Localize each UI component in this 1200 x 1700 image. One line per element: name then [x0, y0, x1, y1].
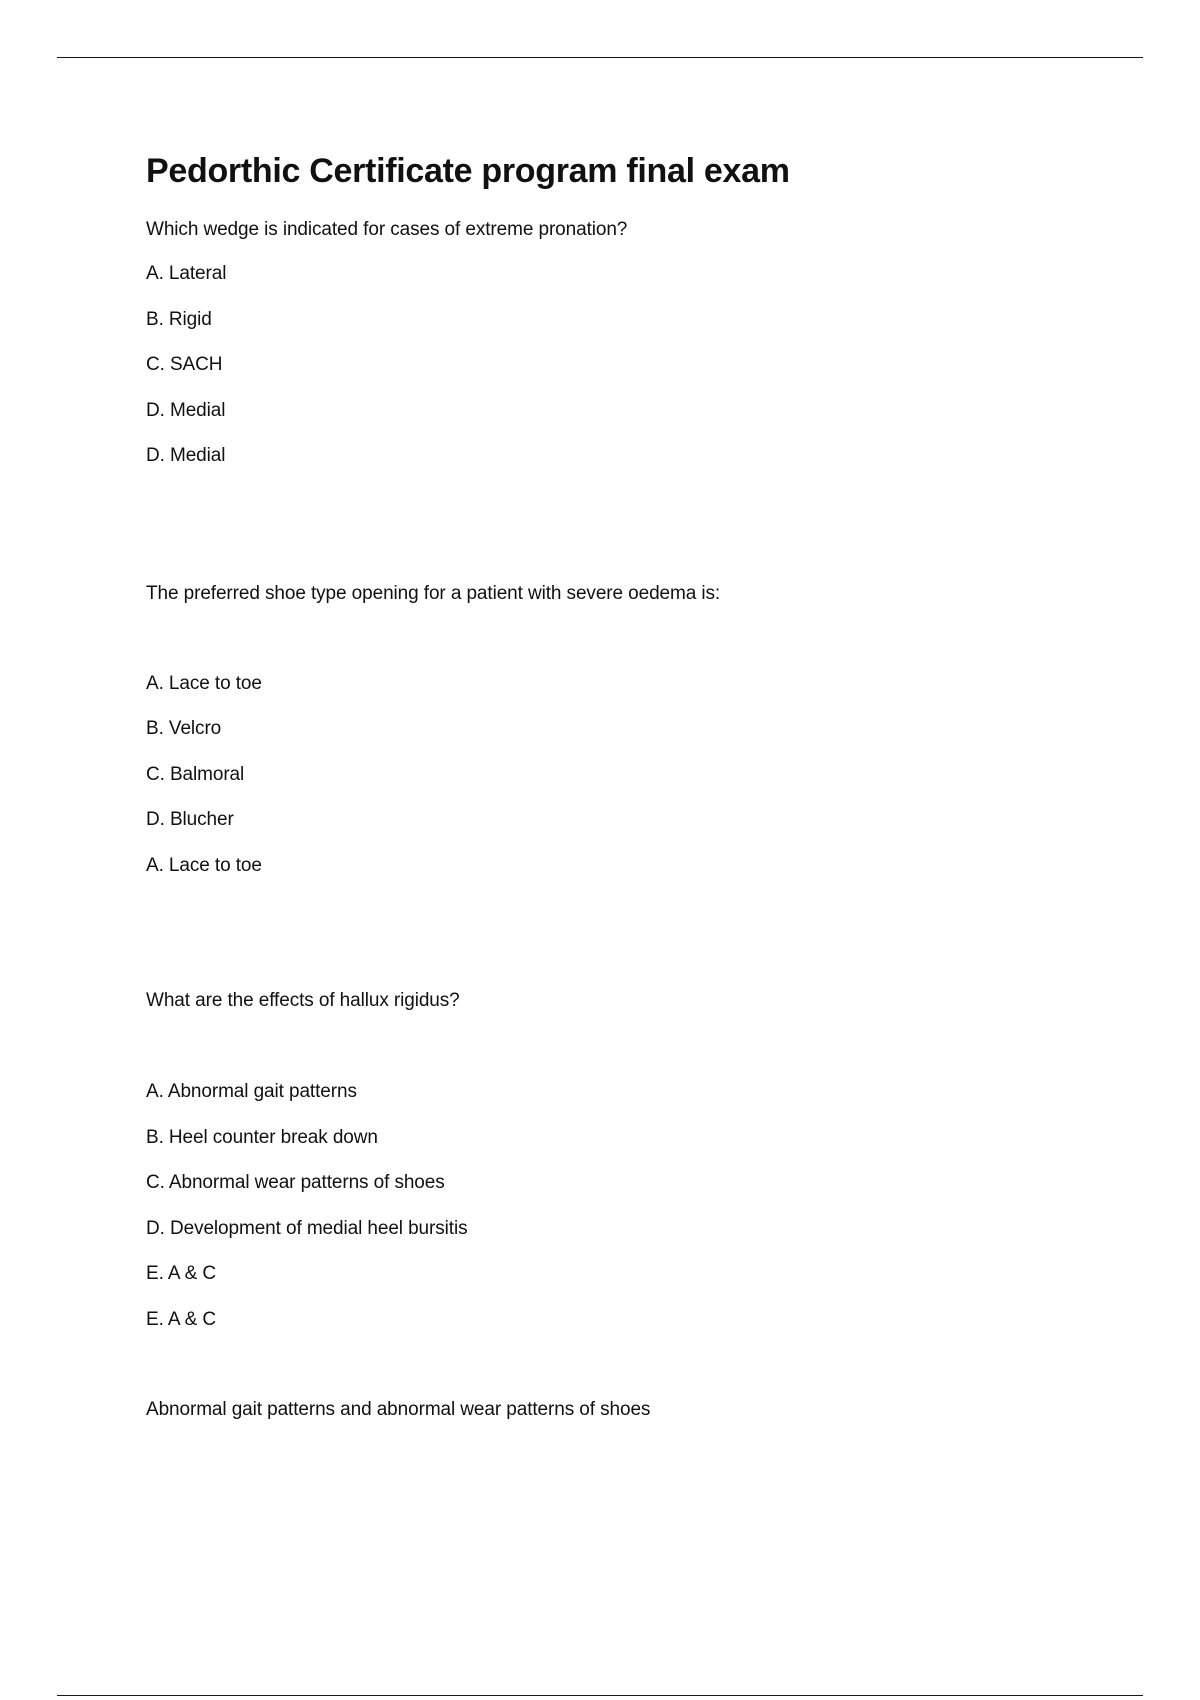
option-c: C. Abnormal wear patterns of shoes: [146, 1172, 445, 1193]
option-d: D. Development of medial heel bursitis: [146, 1218, 468, 1239]
option-b: B. Rigid: [146, 309, 212, 330]
answer: A. Lace to toe: [146, 855, 262, 876]
option-a: A. Lace to toe: [146, 673, 262, 694]
option-d: D. Blucher: [146, 809, 234, 830]
option-b: B. Velcro: [146, 718, 222, 739]
option-e: E. A & C: [146, 1263, 216, 1284]
option-c: C. Balmoral: [146, 764, 245, 785]
question-prompt: Which wedge is indicated for cases of extreme pronation?: [146, 219, 628, 240]
page-title: Pedorthic Certificate program final exam: [146, 152, 790, 190]
question-prompt: What are the effects of hallux rigidus?: [146, 990, 460, 1011]
answer: D. Medial: [146, 445, 226, 466]
header-rule: [57, 57, 1143, 58]
option-c: C. SACH: [146, 354, 223, 375]
option-b: B. Heel counter break down: [146, 1127, 378, 1148]
option-d: D. Medial: [146, 400, 226, 421]
option-a: A. Abnormal gait patterns: [146, 1081, 357, 1102]
option-a: A. Lateral: [146, 263, 227, 284]
question-prompt: The preferred shoe type opening for a patient with severe oedema is:: [146, 583, 721, 604]
answer-explanation: Abnormal gait patterns and abnormal wear patterns of shoes: [146, 1399, 651, 1420]
footer-rule: [57, 1695, 1143, 1696]
answer: E. A & C: [146, 1309, 216, 1330]
